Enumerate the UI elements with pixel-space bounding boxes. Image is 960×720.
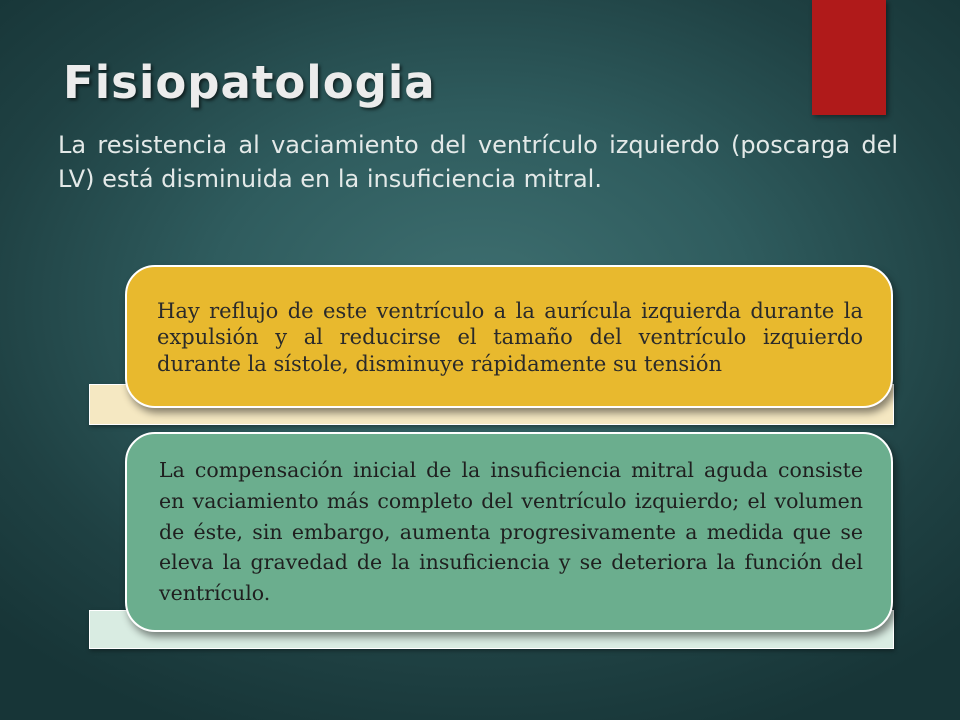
info-card-compensation	[125, 432, 893, 632]
accent-bar	[812, 0, 886, 115]
card-1-text: Hay reflujo de este ventrículo a la aurícula izquierda durante la expulsión y al reducirse el tamaño del ventrículo izquierdo durante la sístole, disminuye rápidamente su tensión	[157, 299, 863, 376]
card-2-text: La compensación inicial de la insuficiencia mitral aguda consiste en vaciamiento más completo del ventrículo izquierdo; el volumen de éste, sin embargo, aumenta progresivamente a medida que se eleva la gravedad de la insuficiencia y se deteriora la función del ventrículo.	[159, 458, 863, 606]
intro-text: La resistencia al vaciamiento del ventrículo izquierdo (poscarga del LV) está disminuida en la insuficiencia mitral.	[58, 131, 898, 194]
slide-title: Fisiopatologia	[63, 56, 436, 109]
info-card-reflux	[125, 265, 893, 408]
